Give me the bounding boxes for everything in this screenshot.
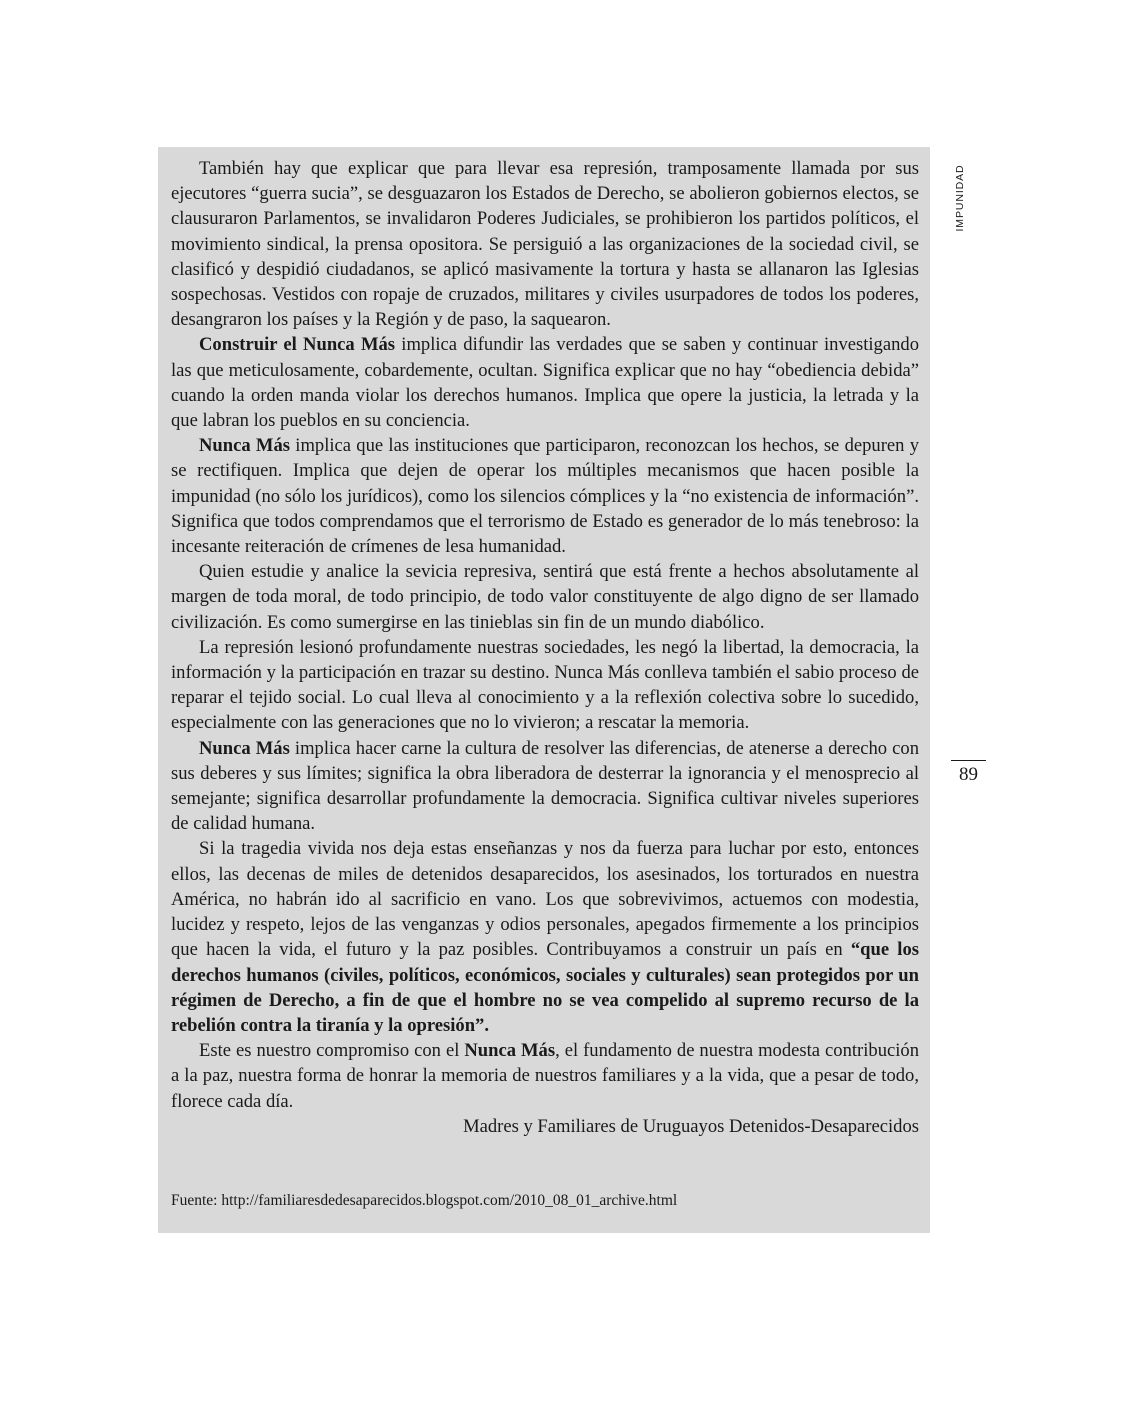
paragraph-8-bold: Nunca Más bbox=[464, 1040, 556, 1062]
paragraph-2-text: implica difundir las verdades que se saben y continuar investigando las que meticulosamente, cobardemente, ocultan. Significa explicar que no hay “obediencia debida” cuando la orden manda violar los derechos humanos. Implica que opere la justicia, la letrada y la que labran los pueblos en su conciencia. bbox=[171, 334, 919, 432]
page-number-rule bbox=[951, 760, 986, 761]
paragraph-8-text-after: , el fundamento de nuestra modesta contribución a la paz, nuestra forma de honrar la memoria de nuestros familiares y a la vida, que a pesar de todo, florece cada día. bbox=[171, 1040, 920, 1112]
paragraph-6-text: implica hacer carne la cultura de resolver las diferencias, de atenerse a derecho con sus deberes y sus límites; significa la obra liberadora de desterrar la ignorancia y el menosprecio al semejante; significa desarrollar profundamente la democracia. Significa cultivar niveles superiores de calidad humana. bbox=[171, 737, 919, 835]
paragraph-3 bbox=[171, 433, 919, 559]
paragraph-4 bbox=[171, 559, 919, 635]
paragraph-2-bold: Construir el Nunca Más bbox=[199, 334, 396, 356]
paragraph-6-bold: Nunca Más bbox=[199, 737, 290, 759]
body-text bbox=[171, 156, 919, 1139]
source-citation: Fuente: http://familiaresdedesaparecidos.blogspot.com/2010_08_01_archive.html bbox=[171, 1192, 678, 1209]
paragraph-7 bbox=[171, 836, 919, 1038]
signature: Madres y Familiares de Uruguayos Detenidos-Desaparecidos bbox=[463, 1115, 919, 1137]
paragraph-3-bold: Nunca Más bbox=[199, 435, 291, 457]
running-head-label: IMPUNIDAD bbox=[954, 164, 966, 232]
paragraph-1 bbox=[171, 156, 919, 332]
paragraph-7-text: Si la tragedia vivida nos deja estas enseñanzas y nos da fuerza para luchar por esto, entonces ellos, las decenas de miles de detenidos desaparecidos, los asesinados, los torturados en nuestra América, no habrán ido al sacrificio en vano. Los que sobrevivimos, actuemos con modestia, lucidez y respeto, lejos de las venganzas y odios personales, apegados firmemente a los principios que hacen la vida, el futuro y la paz posibles. Contribuyamos a construir un país en bbox=[171, 838, 919, 961]
paragraph-7-bold-quote: “que los derechos humanos (civiles, políticos, económicos, sociales y culturales) sean protegidos por un régimen de Derecho, a fin de que el hombre no se vea compelido al supremo recurso de la rebelión contra la tiranía y la opresión”. bbox=[171, 939, 919, 1036]
paragraph-2 bbox=[171, 332, 919, 433]
paragraph-3-text: implica que las instituciones que participaron, reconozcan los hechos, se depuren y se rectifiquen. Implica que dejen de operar los múltiples mecanismos que hacen posible la impunidad (no sólo los jurídicos), como los silencios cómplices y la “no existencia de información”. Significa que todos comprendamos que el terrorismo de Estado es generador de lo más tenebroso: la incesante reiteración de crímenes de lesa humanidad. bbox=[171, 435, 920, 558]
paragraph-5 bbox=[171, 635, 919, 736]
paragraph-1-text: También hay que explicar que para llevar esa represión, tramposamente llamada por sus ejecutores “guerra sucia”, se desguazaron los Estados de Derecho, se abolieron gobiernos electos, se clausuraron Parlamentos, se invalidaron Poderes Judiciales, se prohibieron los partidos políticos, el movimiento sindical, la prensa opositora. Se persiguió a las organizaciones de la sociedad civil, se clasificó y despidió ciudadanos, se aplicó masivamente la tortura y hasta se allanaron las Iglesias sospechosas. Vestidos con ropaje de cruzados, militares y civiles usurpadores de todos los poderes, desangraron los países y la Región y de paso, la saquearon. bbox=[171, 158, 919, 331]
paragraph-4-text: Quien estudie y analice la sevicia represiva, sentirá que está frente a hechos absolutamente al margen de toda moral, de todo principio, de todo valor constituyente de algo digno de ser llamado civilización. Es como sumergirse en las tinieblas sin fin de un mundo diabólico. bbox=[171, 561, 919, 633]
paragraph-8 bbox=[171, 1038, 919, 1114]
running-head bbox=[951, 160, 969, 236]
paragraph-6 bbox=[171, 736, 919, 837]
paragraph-5-text: La represión lesionó profundamente nuestras sociedades, les negó la libertad, la democracia, la información y la participación en trazar su destino. Nunca Más conlleva también el sabio proceso de reparar el tejido social. Lo cual lleva al conocimiento y a la reflexión colectiva sobre lo sucedido, especialmente con las generaciones que no lo vivieron; a rescatar la memoria. bbox=[171, 636, 919, 734]
paragraph-8-text-before: Este es nuestro compromiso con el bbox=[199, 1040, 465, 1062]
page-number: 89 bbox=[959, 764, 978, 785]
